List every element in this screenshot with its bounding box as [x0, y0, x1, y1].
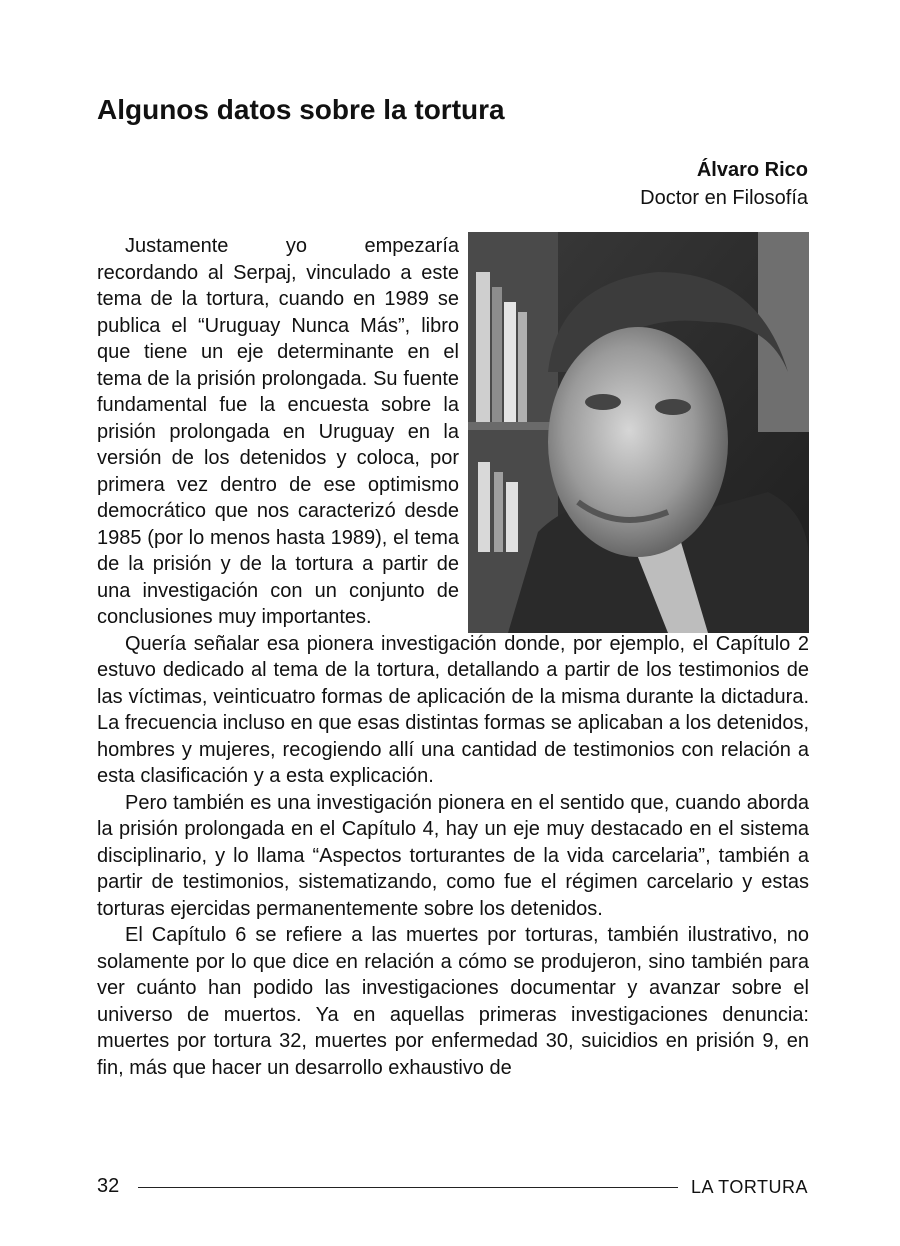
paragraph-3: Pero también es una investigación pionera en el sentido que, cuando aborda la prisión prolongada en el Capítulo 4, hay un eje muy destacado en el sistema disciplinario, y lo llama “Aspectos torturantes de la vida carcelaria”, también a partir de testimonios, sistematizando, como fue el régimen carcelario y estas torturas ejercidas permanentemente sobre los detenidos. [97, 791, 809, 920]
running-footer: LA TORTURA [690, 1177, 808, 1197]
author-role: Doctor en Filosofía [640, 187, 808, 209]
paragraph-1: Justamente yo empezaría recordando al Serpaj, vinculado a este tema de la tortura, cuando en 1989 se publica el “Uruguay Nunca Más”, libro que tiene un eje determinante en el tema de la prisión prolongada. Su fuente fundamental fue la encuesta sobre la prisión prolongada en Uruguay en la versión de los detenidos y coloca, por primera vez dentro de ese optimismo democrático que nos caracterizó desde 1985 (por lo menos hasta 1989), el tema de la prisión y de la tortura a partir de una investigación con un conjunto de conclusiones muy importantes. [97, 235, 459, 628]
paragraph-2: Quería señalar esa pionera investigación donde, por ejemplo, el Capítulo 2 estuvo dedicado al tema de la tortura, detallando a partir de los testimonios de las víctimas, veinticuatro formas de aplicación de la misma durante la dictadura. La frecuencia incluso en que esas distintas formas se aplicaban a los detenidos, hombres y mujeres, recogiendo allí una cantidad de testimonios con relación a esta clasificación y a esta explicación. [97, 632, 809, 787]
author-name: Álvaro Rico [696, 159, 808, 181]
page-title: Algunos datos sobre la tortura [97, 94, 505, 125]
paragraph-4: El Capítulo 6 se refiere a las muertes por torturas, también ilustrativo, no solamente por lo que dice en relación a cómo se produjeron, sino también para ver cuánto han podido las investigaciones documentar y avanzar sobre el universo de muertos. Ya en aquellas primeras investigaciones denuncia: muertes por tortura 32, muertes por enfermedad 30, suicidios en prisión 9, en fin, más que hacer un desarrollo exhaustivo de [97, 924, 809, 1079]
body-text [97, 233, 809, 1081]
footer-rule [138, 1187, 678, 1188]
author-block [640, 156, 808, 212]
page-number: 32 [97, 1175, 120, 1197]
